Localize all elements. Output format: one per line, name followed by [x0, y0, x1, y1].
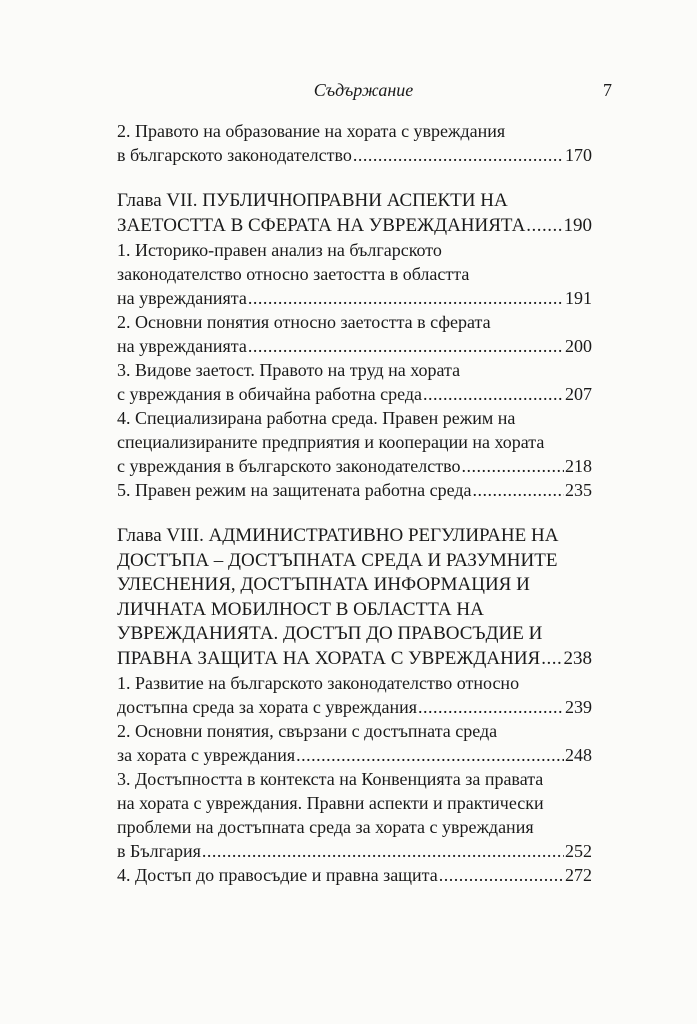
chapter-spacer — [117, 502, 592, 524]
toc-entry-line: проблеми на достъпната среда за хората с увреждания — [117, 817, 534, 837]
toc-entry-last-line — [117, 143, 592, 167]
toc-page-number: 238 — [563, 647, 592, 669]
toc-entry-line: 1. Развитие на българското законодателство относно — [117, 673, 520, 693]
toc-entry-line: на уврежданията — [117, 288, 247, 308]
toc-entry-line: 2. Правото на образование на хората с увреждания — [117, 121, 506, 141]
toc-section-entry[interactable] — [117, 767, 592, 863]
dot-leader — [353, 143, 564, 167]
toc-entry-last-line — [117, 214, 592, 239]
toc-entry-line: за хората с увреждания — [117, 745, 296, 765]
toc-entry-last-line — [117, 382, 592, 406]
toc-chapter-entry[interactable] — [117, 189, 592, 238]
toc-entry-line: Глава VII. ПУБЛИЧНОПРАВНИ АСПЕКТИ НА — [117, 190, 508, 211]
toc-entry-line: ПРАВНА ЗАЩИТА НА ХОРАТА С УВРЕЖДАНИЯ — [117, 647, 541, 669]
toc-entry-line: достъпна среда за хората с увреждания — [117, 697, 418, 717]
toc-entry-line: с увреждания в обичайна работна среда — [117, 384, 422, 404]
toc-page-number: 170 — [565, 145, 592, 165]
toc-entry-line: 2. Основни понятия, свързани с достъпната среда — [117, 721, 498, 741]
dot-leader — [418, 695, 564, 719]
toc-section-entry[interactable] — [117, 238, 592, 310]
toc-entry-line: на уврежданията — [117, 336, 247, 356]
toc-section-entry[interactable] — [117, 406, 592, 478]
toc-entry-last-line — [117, 839, 592, 863]
toc-entry-line: 3. Видове заетост. Правото на труд на хората — [117, 360, 461, 380]
chapter-spacer — [117, 167, 592, 189]
toc-entry-line: Глава VIII. АДМИНИСТРАТИВНО РЕГУЛИРАНЕ НА — [117, 525, 559, 546]
toc-entry-line: 2. Основни понятия относно заетостта в сферата — [117, 312, 491, 332]
toc-entry-last-line — [117, 863, 592, 887]
page-number: 7 — [603, 80, 612, 100]
toc-entry-line: УВРЕЖДАНИЯТА. ДОСТЪП ДО ПРАВОСЪДИЕ И — [117, 623, 543, 644]
dot-leader — [526, 214, 562, 239]
toc-entry-line: специализираните предприятия и кооперации на хората — [117, 432, 545, 452]
toc-page-number: 200 — [565, 336, 592, 356]
dot-leader — [248, 286, 564, 310]
toc-section-entry[interactable] — [117, 671, 592, 719]
toc-entry-line: ЛИЧНАТА МОБИЛНОСТ В ОБЛАСТТА НА — [117, 598, 484, 620]
toc-page-number: 218 — [565, 456, 592, 476]
toc-page-number: 252 — [565, 841, 592, 861]
dot-leader — [541, 647, 562, 672]
dot-leader — [473, 478, 564, 502]
dot-leader — [462, 454, 565, 478]
toc-entry-line: с увреждания в българското законодателство — [117, 456, 461, 476]
toc-section-entry[interactable] — [117, 310, 592, 358]
toc-section-entry[interactable] — [117, 863, 592, 887]
running-title: Съдържание — [313, 80, 414, 100]
toc-entry-line: 4. Достъп до правосъдие и правна защита — [117, 865, 438, 885]
toc-section-entry[interactable] — [117, 719, 592, 767]
toc-entry-line: 3. Достъпността в контекста на Конвенцията за правата — [117, 769, 544, 789]
toc-entry-last-line — [117, 743, 592, 767]
toc-page-number: 239 — [565, 697, 592, 717]
toc-entry-line: ДОСТЪПА – ДОСТЪПНАТА СРЕДА И РАЗУМНИТЕ — [117, 549, 558, 571]
toc-page-number: 248 — [565, 745, 592, 765]
toc-entry-line: законодателство относно заетостта в областта — [117, 264, 470, 284]
toc-entry-last-line — [117, 695, 592, 719]
toc-chapter-entry[interactable] — [117, 524, 592, 671]
toc-entry-line: в България — [117, 841, 201, 861]
toc-entry-line: 4. Специализирана работна среда. Правен режим на — [117, 408, 516, 428]
toc-entry-last-line — [117, 454, 592, 478]
running-header — [115, 80, 612, 104]
toc-page-number: 272 — [565, 865, 592, 885]
toc-entry-last-line — [117, 478, 592, 502]
toc-entry-last-line — [117, 647, 592, 672]
toc-entry-last-line — [117, 286, 592, 310]
toc-section-entry[interactable] — [117, 358, 592, 406]
toc-page-number: 235 — [565, 480, 592, 500]
toc-page-number: 190 — [563, 214, 592, 236]
toc-entry-line: 1. Историко-правен анализ на българското — [117, 240, 442, 260]
toc-entry-line: 5. Правен режим на защитената работна среда — [117, 480, 472, 500]
toc-entry-line: в българското законодателство — [117, 145, 352, 165]
dot-leader — [202, 839, 564, 863]
toc-entry-line: ЗАЕТОСТТА В СФЕРАТА НА УВРЕЖДАНИЯТА — [117, 214, 526, 236]
toc-entry-line: на хората с увреждания. Правни аспекти и практически — [117, 793, 544, 813]
toc-section-entry[interactable] — [117, 478, 592, 502]
dot-leader — [423, 382, 564, 406]
toc-entry-line: УЛЕСНЕНИЯ, ДОСТЪПНАТА ИНФОРМАЦИЯ И — [117, 574, 530, 595]
dot-leader — [248, 334, 564, 358]
table-of-contents — [117, 119, 592, 887]
dot-leader — [439, 863, 564, 887]
dot-leader — [296, 743, 564, 767]
toc-entry-last-line — [117, 334, 592, 358]
toc-page-number: 207 — [565, 384, 592, 404]
toc-page-number: 191 — [565, 288, 592, 308]
toc-section-entry[interactable] — [117, 119, 592, 167]
